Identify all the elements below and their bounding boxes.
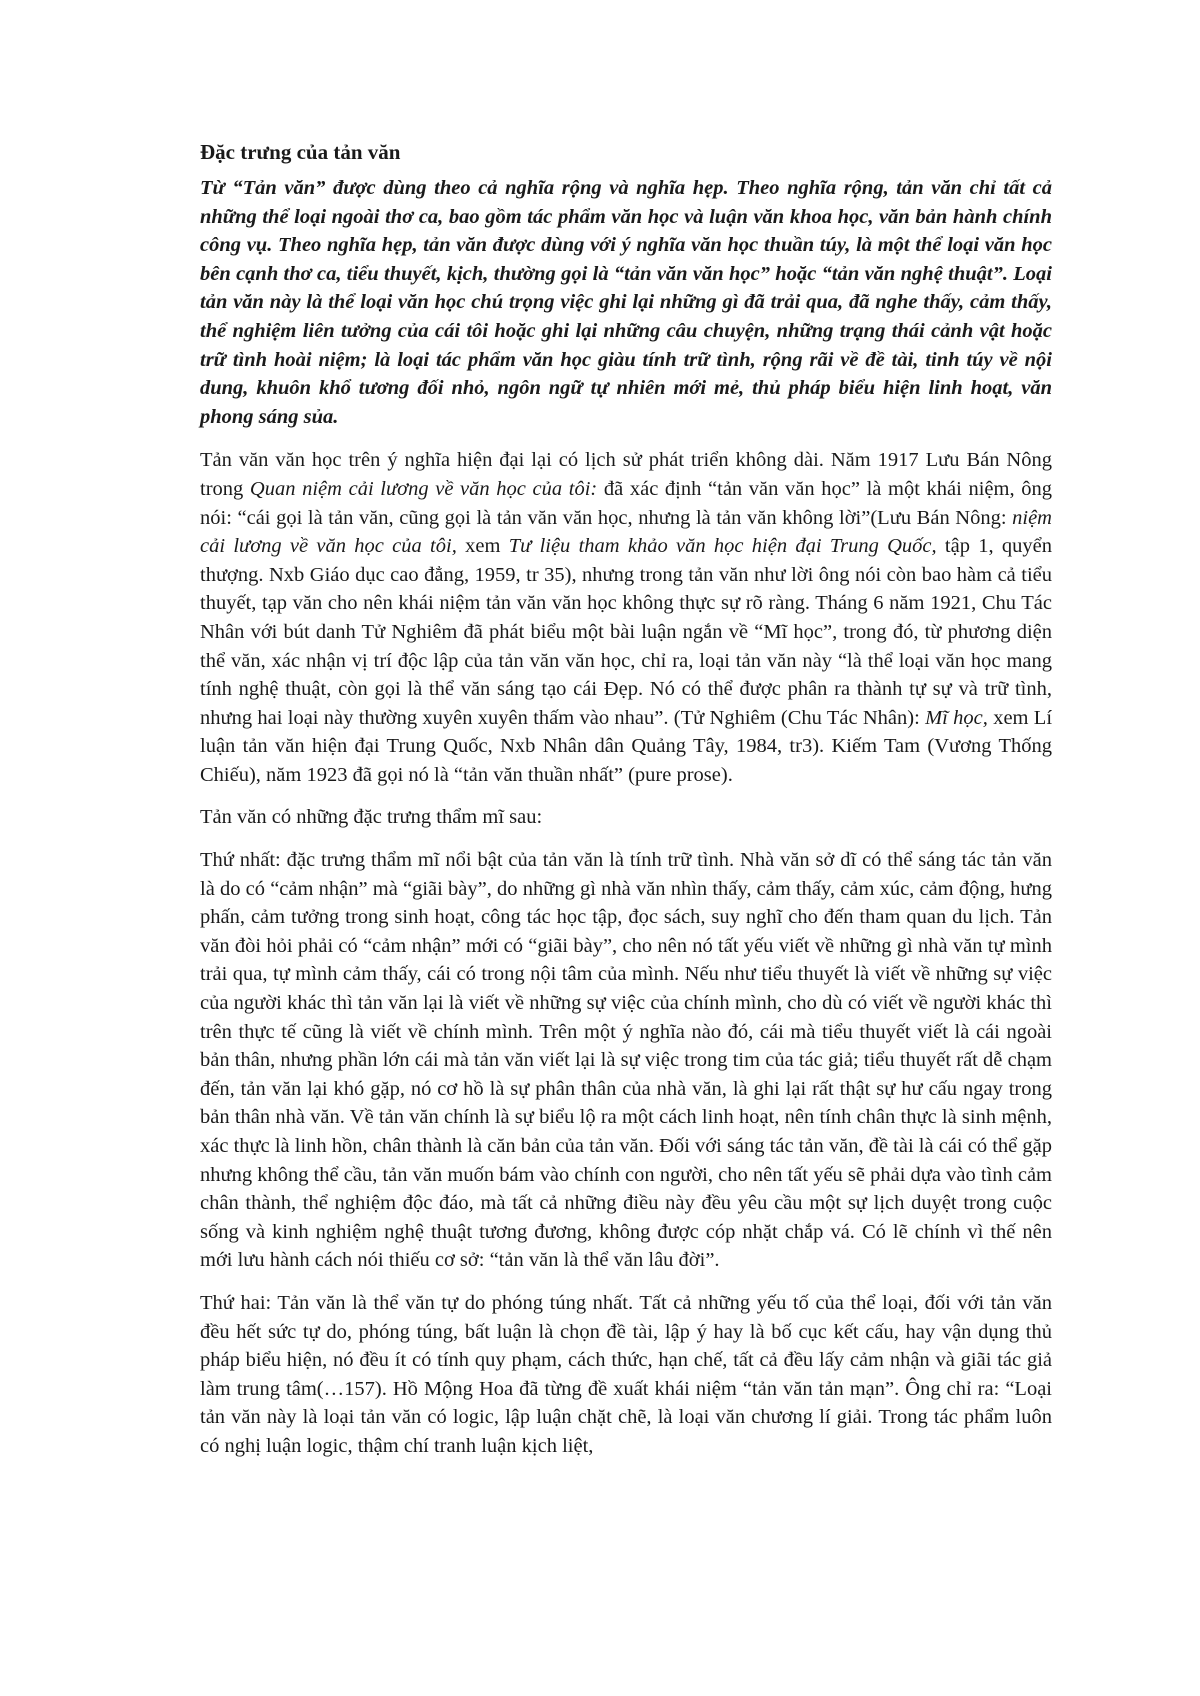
history-title-2: niệm cải lương về văn học của tôi, xyxy=(200,506,1052,558)
history-title-1: Quan niệm cải lương về văn học của tôi: xyxy=(249,477,598,500)
definition-text: Từ “Tản văn” được dùng theo cả nghĩa rộng và nghĩa hẹp. Theo nghĩa rộng, tản văn chỉ tất cả những thể loại ngoài thơ ca, bao gồm tác phẩm văn học và luận văn khoa học, văn bản hành chính công vụ. Theo nghĩa hẹp, tản văn được dùng với ý nghĩa văn học thuần túy, là một thể loại văn học bên cạnh thơ ca, tiểu thuyết, kịch, thường gọi là “tản văn văn học” hoặc “tản văn nghệ thuật”. Loại tản văn này là thể loại văn học chú trọng việc ghi lại những gì đã trải qua, đã nghe thấy, cảm thấy, thể nghiệm liên tưởng của cái tôi hoặc ghi lại những câu chuyện, những trạng thái cảnh vật hoặc trữ tình hoài niệm; là loại tác phẩm văn học giàu tính trữ tình, rộng rãi về đề tài, tinh túy về nội dung, khuôn khổ tương đối nhỏ, ngôn ngữ tự nhiên mới mẻ, thủ pháp biểu hiện linh hoạt, văn phong sáng sủa. xyxy=(200,177,1052,428)
history-paragraph xyxy=(200,446,1052,789)
history-text-2: đã xác định “tản văn văn học” là một khái niệm, ông nói: “cái gọi là tản văn, cũng gọi là tản văn văn học, nhưng là tản văn không lời”(Lưu Bán Nông: xyxy=(200,477,1052,529)
history-text-1: Tản văn văn học trên ý nghĩa hiện đại lại có lịch sử phát triển không dài. Năm 1917 Lưu Bán Nông trong xyxy=(200,449,1052,500)
feature-two-paragraph: Thứ hai: Tản văn là thể văn tự do phóng túng nhất. Tất cả những yếu tố của thể loại, đối với tản văn đều hết sức tự do, phóng túng, bất luận là chọn đề tài, lập ý hay là bố cục kết cấu, hay vận dụng thủ pháp biểu hiện, nó đều ít có tính quy phạm, cách thức, hạn chế, tất cả đều lấy cảm nhận và giãi tác giả làm trung tâm(…157). Hồ Mộng Hoa đã từng đề xuất khái niệm “tản văn tản mạn”. Ông chỉ ra: “Loại tản văn này là loại tản văn có logic, lập luận chặt chẽ, là loại văn chương lí giải. Trong tác phẩm luôn có nghị luận logic, thậm chí tranh luận kịch liệt, xyxy=(200,1291,1052,1457)
history-title-4: Mĩ học, xyxy=(925,706,988,729)
feature-one-paragraph: Thứ nhất: đặc trưng thẩm mĩ nổi bật của tản văn là tính trữ tình. Nhà văn sở dĩ có thể sáng tác tản văn là do có “cảm nhận” mà “giãi bày”, do những gì nhà văn nhìn thấy, cảm thấy, cảm xúc, cảm động, hưng phấn, cảm tưởng trong sinh hoạt, công tác học tập, đọc sách, suy nghĩ cho đến tham quan du lịch. Tản văn đòi hỏi phải có “cảm nhận” mới có “giãi bày”, cho nên nó tất yếu viết về những gì nhà văn tự mình trải qua, tự mình cảm thấy, cái có trong nội tâm của mình. Nếu như tiểu thuyết là viết về những sự việc của người khác thì tản văn lại là viết về những sự việc của chính mình, cho dù có viết về người khác thì trên thực tế cũng là viết về chính mình. Trên một ý nghĩa nào đó, cái mà tiểu thuyết viết là cái ngoài bản thân, nhưng phần lớn cái mà tản văn viết lại là sự việc trong tim của tác giả; tiểu thuyết rất dễ chạm đến, tản văn lại khó gặp, nó cơ hồ là sự phân thân của nhà văn, là ghi lại rất thật sự hư cấu ngay trong bản thân nhà văn. Về tản văn chính là sự biểu lộ ra một cách linh hoạt, nên tính chân thực là sinh mệnh, xác thực là linh hồn, chân thành là căn bản của tản văn. Đối với sáng tác tản văn, đề tài là cái có thể gặp nhưng không thể cầu, tản văn muốn bám vào chính con người, cho nên tất yếu sẽ phải dựa vào tình cảm chân thành, thể nghiệm độc đáo, mà tất cả những điều này đều yêu cầu một sự lịch duyệt trong cuộc sống và kinh nghiệm nghệ thuật tương đương, không được cóp nhặt chắp vá. Có lẽ chính vì thế nên mới lưu hành cách nói thiếu cơ sở: “tản văn là thể văn lâu đời”. xyxy=(200,849,1053,1272)
history-title-3: Tư liệu tham khảo văn học hiện đại Trung Quốc, xyxy=(508,535,937,558)
definition-paragraph xyxy=(200,174,1052,431)
document-body xyxy=(200,138,1052,1475)
history-text-5: xem Lí luận tản văn hiện đại Trung Quốc, Nxb Nhân dân Quảng Tây, 1984, tr3). Kiếm Tam (Vương Thống Chiếu), năm 1923 đã gọi nó là “tản văn thuần nhất” (pure prose). xyxy=(200,706,1053,786)
features-intro-paragraph: Tản văn có những đặc trưng thẩm mĩ sau: xyxy=(200,806,543,829)
section-heading: Đặc trưng của tản văn xyxy=(200,140,401,164)
history-text-4: tập 1, quyển thượng. Nxb Giáo dục cao đẳng, 1959, tr 35), nhưng trong tản văn như lời ông nói còn bao hàm cả tiểu thuyết, tạp văn cho nên khái niệm tản văn văn học không thực sự rõ ràng. Tháng 6 năm 1921, Chu Tác Nhân với bút danh Tử Nghiêm đã phát biểu một bài luận ngắn về “Mĩ học”, trong đó, từ phương diện thể văn, xác nhận vị trí độc lập của tản văn văn học, chỉ ra, loại tản văn này “là thể loại văn học mang tính nghệ thuật, còn gọi là thể văn sáng tạo cái Đẹp. Nó có thể được phân ra thành tự sự và trữ tình, nhưng hai loại này thường xuyên xuyên thấm vào nhau”. (Tử Nghiêm (Chu Tác Nhân): xyxy=(200,535,1053,729)
history-text-3: xem xyxy=(456,535,509,558)
